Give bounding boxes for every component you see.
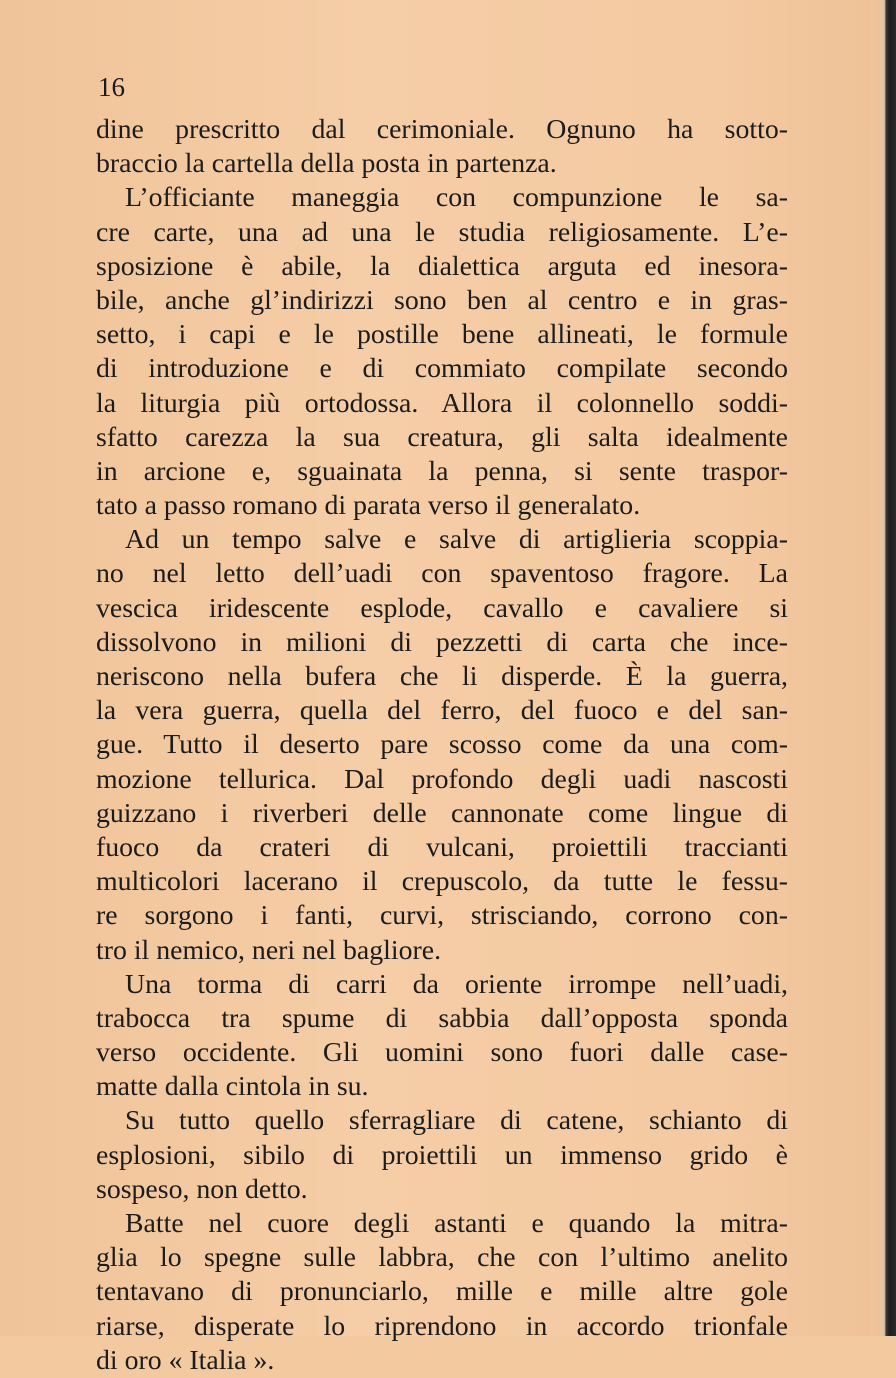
text-line: gue. Tutto il deserto pare scosso come da una com- xyxy=(96,729,788,761)
text-line: verso occidente. Gli uomini sono fuori dalle case- xyxy=(96,1037,788,1069)
text-line: no nel letto dell’uadi con spaventoso fragore. La xyxy=(96,558,788,590)
text-line: mozione tellurica. Dal profondo degli uadi nascosti xyxy=(96,763,788,795)
page-text xyxy=(96,113,788,1378)
text-line: Su tutto quello sferragliare di catene, schianto di xyxy=(125,1105,788,1137)
text-line: vescica iridescente esplode, cavallo e cavaliere si xyxy=(96,592,788,624)
text-line: neriscono nella bufera che li disperde. È la guerra, xyxy=(96,661,788,692)
text-line: setto, i capi e le postille bene allineati, le formule xyxy=(96,319,788,351)
text-line: bile, anche gl’indirizzi sono ben al centro e in gras- xyxy=(96,284,788,316)
text-line: sfatto carezza la sua creatura, gli salta idealmente xyxy=(96,421,788,453)
text-line: riarse, disperate lo riprendono in accordo trionfale xyxy=(96,1310,788,1342)
text-line: braccio la cartella della posta in partenza. xyxy=(96,148,557,180)
text-line: Ad un tempo salve e salve di artiglieria scoppia- xyxy=(125,524,788,556)
text-line: la liturgia più ortodossa. Allora il colonnello soddi- xyxy=(96,387,788,419)
text-line: cre carte, una ad una le studia religiosamente. L’e- xyxy=(96,216,788,248)
text-line: dine prescritto dal cerimoniale. Ognuno ha sotto- xyxy=(96,114,788,145)
text-line: in arcione e, sguainata la penna, si sente traspor- xyxy=(96,455,788,487)
text-line: sospeso, non detto. xyxy=(96,1173,308,1205)
text-line: la vera guerra, quella del ferro, del fuoco e del san- xyxy=(96,695,788,727)
paragraph xyxy=(96,181,788,523)
text-line: Una torma di carri da oriente irrompe nell’uadi, xyxy=(125,968,788,1000)
text-line: re sorgono i fanti, curvi, strisciando, corrono con- xyxy=(96,900,788,932)
text-line: Batte nel cuore degli astanti e quando la mitra- xyxy=(125,1208,788,1239)
paragraph xyxy=(96,113,788,181)
text-line: tentavano di pronunciarlo, mille e mille altre gole xyxy=(96,1276,788,1308)
text-line: dissolvono in milioni di pezzetti di carta che ince- xyxy=(96,626,788,658)
text-line: di oro « Italia ». xyxy=(96,1344,275,1376)
page-binding-edge xyxy=(870,0,896,1336)
text-line: esplosioni, sibilo di proiettili un immenso grido è xyxy=(96,1139,788,1171)
text-line: matte dalla cintola in su. xyxy=(96,1071,369,1103)
text-line: tro il nemico, neri nel bagliore. xyxy=(96,934,442,966)
paragraph xyxy=(96,968,788,1105)
paragraph xyxy=(96,1207,788,1378)
page-number: 16 xyxy=(98,72,125,102)
text-line: di introduzione e di commiato compilate secondo xyxy=(96,353,788,385)
text-line: multicolori lacerano il crepuscolo, da tutte le fessu- xyxy=(96,866,788,898)
text-line: L’officiante maneggia con compunzione le sa- xyxy=(125,182,788,214)
text-line: guizzano i riverberi delle cannonate come lingue di xyxy=(96,797,788,829)
paragraph xyxy=(96,1104,788,1207)
text-line: sposizione è abile, la dialettica arguta ed inesora- xyxy=(96,250,788,282)
text-line: fuoco da crateri di vulcani, proiettili traccianti xyxy=(96,831,788,863)
text-line: tato a passo romano di parata verso il generalato. xyxy=(96,490,641,522)
text-line: trabocca tra spume di sabbia dall’opposta sponda xyxy=(96,1002,788,1034)
text-line: glia lo spegne sulle labbra, che con l’ultimo anelito xyxy=(96,1242,788,1274)
paragraph xyxy=(96,523,788,967)
